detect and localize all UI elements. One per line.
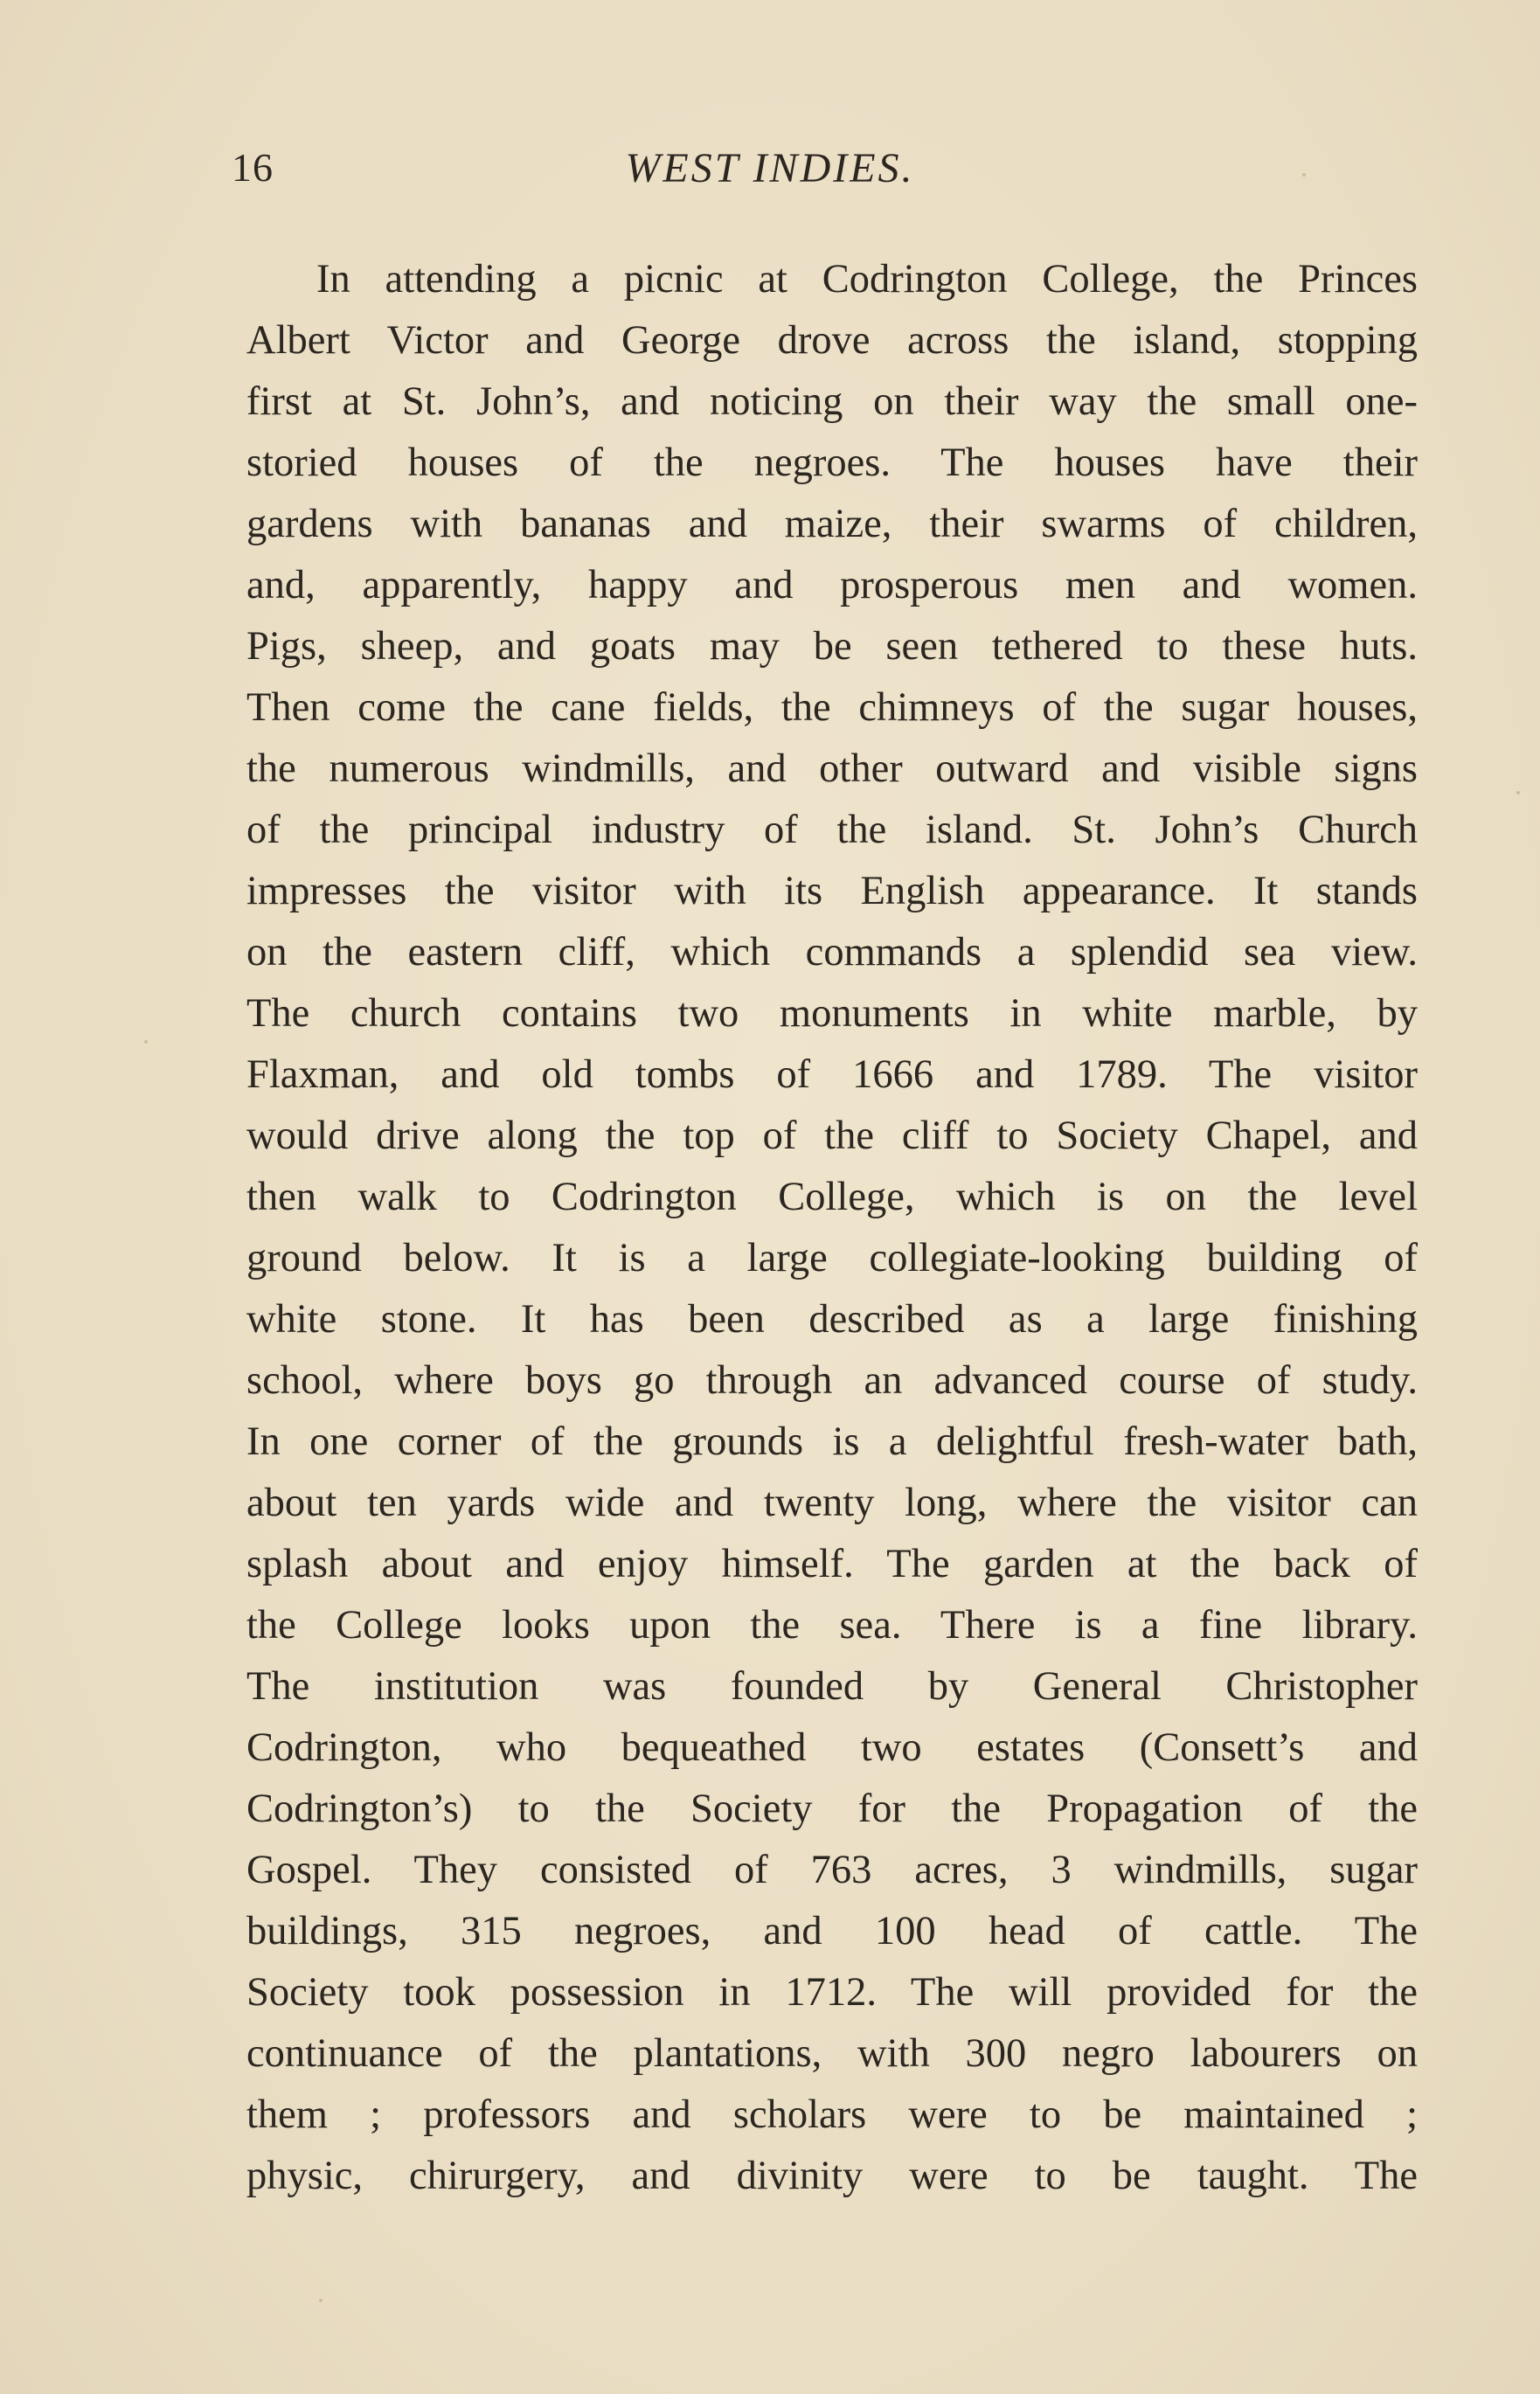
page-header [0, 144, 1540, 205]
body-text [246, 249, 1418, 2207]
text-line: white stone. It has been described as a large finishing [246, 1297, 1418, 1342]
text-line: The institution was founded by General Christopher [246, 1664, 1418, 1709]
text-line: storied houses of the negroes. The houses have their [246, 441, 1418, 485]
text-line: Society took possession in 1712. The will provided for the [246, 1970, 1418, 2015]
text-line: Flaxman, and old tombs of 1666 and 1789. The visitor [246, 1052, 1418, 1097]
text-line: Gospel. They consisted of 763 acres, 3 windmills, sugar [246, 1848, 1418, 1892]
paper-speck [1302, 173, 1306, 177]
text-line: Codrington’s) to the Society for the Propagation of the [246, 1787, 1418, 1831]
text-line: ground below. It is a large collegiate-looking building of [246, 1236, 1418, 1280]
paper-speck [319, 2299, 323, 2302]
text-line: the College looks upon the sea. There is a fine library. [246, 1603, 1418, 1648]
text-line: Codrington, who bequeathed two estates (Consett’s and [246, 1725, 1418, 1770]
text-line: Pigs, sheep, and goats may be seen tethered to these huts. [246, 624, 1418, 669]
text-line: about ten yards wide and twenty long, where the visitor can [246, 1481, 1418, 1525]
text-line: gardens with bananas and maize, their swarms of children, [246, 502, 1418, 546]
text-line: continuance of the plantations, with 300 negro labourers on [246, 2031, 1418, 2076]
text-line: physic, chirurgery, and divinity were to be taught. The [246, 2154, 1418, 2198]
text-line: splash about and enjoy himself. The garden at the back of [246, 1542, 1418, 1586]
text-line: them ; professors and scholars were to be maintained ; [246, 2092, 1418, 2137]
text-line: In attending a picnic at Codrington College, the Princes [316, 257, 1418, 302]
paper-speck [1516, 791, 1520, 795]
text-line: first at St. John’s, and noticing on their way the small one- [246, 379, 1418, 424]
text-line: In one corner of the grounds is a delightful fresh-water bath, [246, 1419, 1418, 1464]
page-number: 16 [232, 145, 274, 190]
running-head: WEST INDIES. [625, 145, 915, 191]
paper-speck [144, 1040, 148, 1044]
text-line: the numerous windmills, and other outward and visible signs [246, 746, 1418, 791]
text-line: impresses the visitor with its English appearance. It stands [246, 869, 1418, 913]
text-line: Albert Victor and George drove across the island, stopping [246, 318, 1418, 363]
text-line: on the eastern cliff, which commands a splendid sea view. [246, 930, 1418, 975]
text-line: school, where boys go through an advanced course of study. [246, 1358, 1418, 1403]
text-line: would drive along the top of the cliff to Society Chapel, and [246, 1114, 1418, 1158]
text-line: and, apparently, happy and prosperous men and women. [246, 563, 1418, 607]
text-line: The church contains two monuments in white marble, by [246, 991, 1418, 1036]
text-line: then walk to Codrington College, which is on the level [246, 1175, 1418, 1219]
text-line: Then come the cane fields, the chimneys of the sugar houses, [246, 685, 1418, 730]
text-line: buildings, 315 negroes, and 100 head of cattle. The [246, 1909, 1418, 1953]
text-line: of the principal industry of the island. St. John’s Church [246, 808, 1418, 852]
